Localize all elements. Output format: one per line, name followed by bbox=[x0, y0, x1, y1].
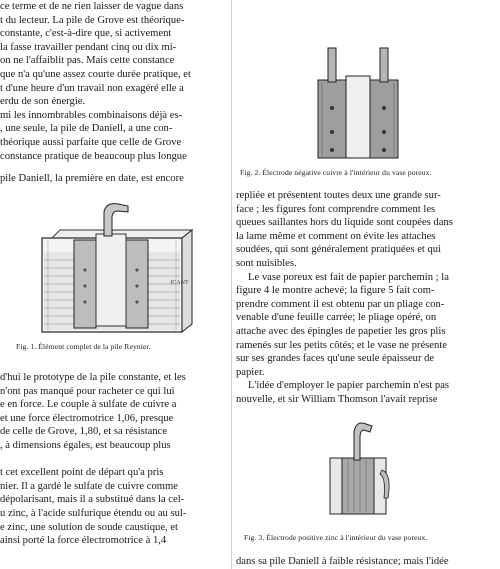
text-line: ainsi porté la force électromotrice à 1,4 bbox=[0, 535, 167, 547]
text-line: nier. Il a gardé le sulfate de cuivre comme bbox=[0, 480, 178, 492]
text-line: ce terme et de ne rien laisser de vague dans bbox=[0, 1, 184, 12]
text-line: pile Daniell, la première en date, est encore bbox=[0, 173, 184, 184]
figure-1-reynier-cell bbox=[30, 200, 205, 338]
text-line: figure 4 le montre achevé; la figure 5 fait com- bbox=[236, 285, 435, 297]
text-line: t d'une heure d'un travail non exagéré elle a bbox=[0, 82, 184, 94]
battery-cell-illustration bbox=[30, 200, 205, 338]
text-line: queues saillantes hors du liquide sont coupées dans bbox=[236, 217, 453, 229]
text-line: papier. bbox=[236, 366, 265, 378]
text-line: sont nuisibles. bbox=[236, 257, 297, 269]
text-line: t cet excellent point de départ qu'a pris bbox=[0, 467, 164, 479]
text-line: sur ses grandes faces qu'une seule épaisseur de bbox=[236, 353, 435, 365]
text-line: théorique aussi parfaite que celle de Grove bbox=[0, 136, 182, 148]
text-line: et une force électromotrice 1,06, presque bbox=[0, 412, 174, 424]
text-line: face ; les figures font comprendre comment les bbox=[236, 203, 436, 215]
engraver-signature: JCANT bbox=[170, 280, 189, 286]
text-line: de celle de Grove, 1,80, et sa résistance bbox=[0, 426, 168, 438]
text-line: attache avec des épingles de papetier les gros plis bbox=[236, 325, 446, 337]
left-paragraph-top bbox=[0, 0, 228, 163]
text-line: dans sa pile Daniell à faible résistance; mais l'idée bbox=[236, 556, 449, 567]
figure-3-zinc-electrode bbox=[320, 418, 400, 518]
text-line: u zinc, à l'acide sulfurique étendu ou au sul- bbox=[0, 507, 187, 519]
text-line: la fasse travailler pendant cinq ou dix mi- bbox=[0, 41, 177, 53]
figure-2-copper-electrode bbox=[300, 42, 420, 162]
left-paragraph-bottom bbox=[0, 371, 228, 548]
text-line: , une seule, la pile de Daniell, a une con- bbox=[0, 123, 173, 135]
text-line: la lame même et comment on évite les attaches bbox=[236, 230, 436, 242]
text-line: soudées, qui sont généralement pratiquées et qui bbox=[236, 244, 442, 256]
text-line: prendre comment il est obtenu par un pliage con- bbox=[236, 298, 445, 310]
text-line: erdu de son énergie. bbox=[0, 96, 86, 108]
text-line: nouvelle, et sir William Thomson l'avait reprise bbox=[236, 393, 438, 405]
text-line: n'ont pas manqué pour racheter ce qui lui bbox=[0, 385, 175, 397]
text-line: mi les innombrables combinaisons déjà es- bbox=[0, 109, 183, 121]
text-line: on ne l'affaiblit pas. Mais cette constance bbox=[0, 55, 175, 67]
text-line: t du lecteur. La pile de Grove est théorique- bbox=[0, 14, 185, 26]
figure-2-caption: Fig. 2. Électrode négative cuivre à l'intérieur du vase poreux. bbox=[240, 168, 432, 177]
text-line: ramenés sur les petits côtés; et le vase ne présente bbox=[236, 339, 447, 351]
left-paragraph-daniell bbox=[0, 172, 228, 186]
column-divider bbox=[231, 0, 232, 569]
text-line: que n'a qu'une assez courte durée pratique, et bbox=[0, 68, 191, 80]
right-paragraph-last bbox=[236, 555, 498, 569]
text-line bbox=[0, 453, 228, 467]
text-line: venable d'une feuille carrée; le pliage opéré, on bbox=[236, 312, 437, 324]
right-paragraph-main bbox=[236, 189, 498, 407]
figure-3-caption: Fig. 3. Électrode positive zinc à l'intérieur du vase poreux. bbox=[244, 533, 428, 542]
text-line: d'hui le prototype de la pile constante, et les bbox=[0, 372, 186, 383]
text-line: dépolarisant, mais il a substitué dans la cel- bbox=[0, 494, 185, 506]
text-line: repliée et présentent toutes deux une grande sur- bbox=[236, 190, 441, 201]
text-line: e en force. Le couple à sulfate de cuivre a bbox=[0, 399, 177, 411]
text-line: e zinc, une solution de soude caustique, et bbox=[0, 521, 178, 533]
text-line: constance pratique de beaucoup plus longue bbox=[0, 150, 187, 162]
text-line: constante, c'est-à-dire que, si activement bbox=[0, 28, 172, 40]
copper-electrode-illustration bbox=[300, 42, 420, 162]
zinc-electrode-illustration bbox=[320, 418, 400, 518]
text-line: Le vase poreux est fait de papier parchemin ; la bbox=[248, 271, 449, 283]
text-line: , à dimensions égales, est beaucoup plus bbox=[0, 439, 171, 451]
figure-1-caption: Fig. 1. Élément complet de la pile Reynier. bbox=[16, 342, 151, 351]
text-line: L'idée d'employer le papier parchemin n'est pas bbox=[248, 380, 450, 392]
